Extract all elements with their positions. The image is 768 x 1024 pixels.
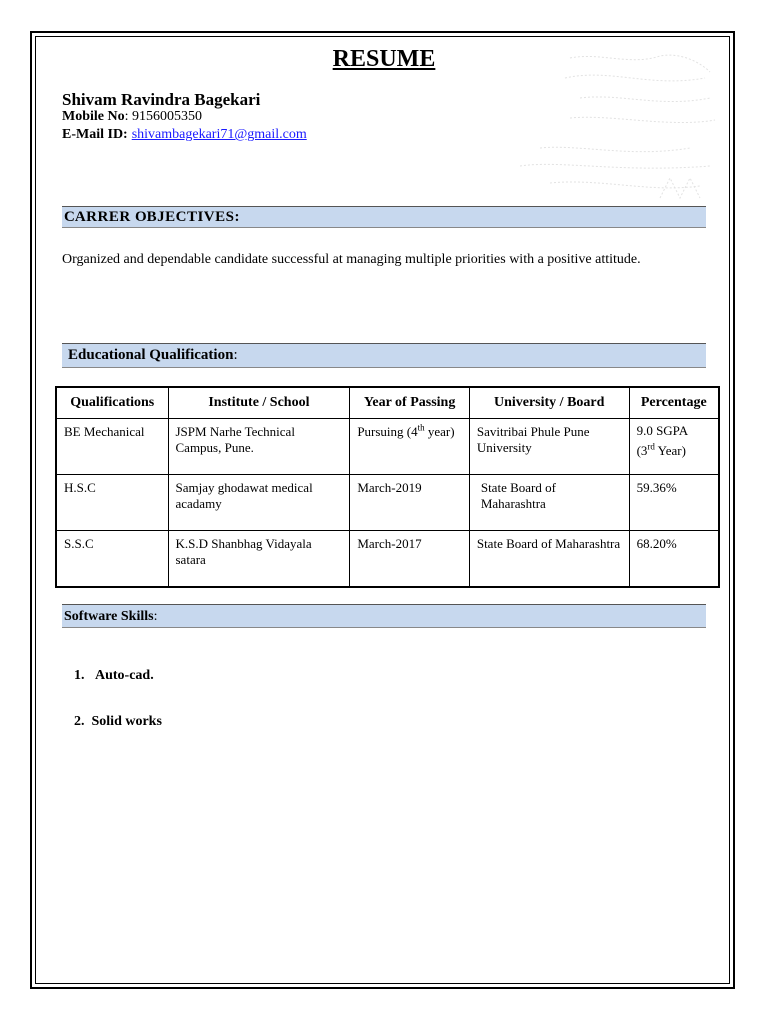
percentage-cell: 59.36% [629, 475, 719, 531]
institute-cell: JSPM Narhe Technical Campus, Pune. [168, 419, 350, 475]
software-skills-heading-bar [62, 604, 706, 628]
percentage-cell: 9.0 SGPA (3rd Year) [629, 419, 719, 475]
year-cell: Pursuing (4th year) [350, 419, 470, 475]
board-cell: State Board of Maharashtra [469, 531, 629, 588]
education-heading-bar [62, 343, 706, 368]
column-header: Institute / School [168, 387, 350, 419]
column-header: University / Board [469, 387, 629, 419]
email-link[interactable]: shivambagekari71@gmail.com [131, 127, 307, 142]
software-skills-heading: Software Skills: [64, 609, 158, 624]
institute-cell: K.S.D Shanbhag Vidayala satara [168, 531, 350, 588]
list-item: 1. Auto-cad. [74, 668, 154, 683]
education-table [55, 386, 720, 588]
year-cell: March-2017 [350, 531, 470, 588]
list-item: 2. Solid works [74, 714, 162, 729]
career-objectives-heading: CARRER OBJECTIVES: [64, 209, 240, 225]
career-objective-text: Organized and dependable candidate successful at managing multiple priorities with a positive attitude. [62, 252, 641, 267]
qualification-cell: BE Mechanical [56, 419, 168, 475]
year-cell: March-2019 [350, 475, 470, 531]
mobile-line [62, 109, 202, 125]
faint-scribble-mark [510, 48, 720, 208]
mobile-label: Mobile No [62, 109, 125, 124]
column-header: Percentage [629, 387, 719, 419]
candidate-name: Shivam Ravindra Bagekari [62, 90, 261, 109]
career-objectives-heading-bar [62, 206, 706, 228]
education-heading: Educational Qualification: [68, 347, 238, 363]
document-title: RESUME [332, 46, 436, 72]
column-header: Year of Passing [350, 387, 470, 419]
qualification-cell: S.S.C [56, 531, 168, 588]
board-cell: Savitribai Phule Pune University [469, 419, 629, 475]
mobile-value: : 9156005350 [124, 109, 202, 124]
email-label: E-Mail ID: [62, 127, 128, 142]
table-row [56, 419, 719, 475]
column-header: Qualifications [56, 387, 168, 419]
board-cell: State Board of Maharashtra [469, 475, 629, 531]
email-line [62, 127, 307, 143]
qualification-cell: H.S.C [56, 475, 168, 531]
percentage-cell: 68.20% [629, 531, 719, 588]
table-header-row [56, 387, 719, 419]
table-row [56, 531, 719, 588]
table-row [56, 475, 719, 531]
institute-cell: Samjay ghodawat medical acadamy [168, 475, 350, 531]
